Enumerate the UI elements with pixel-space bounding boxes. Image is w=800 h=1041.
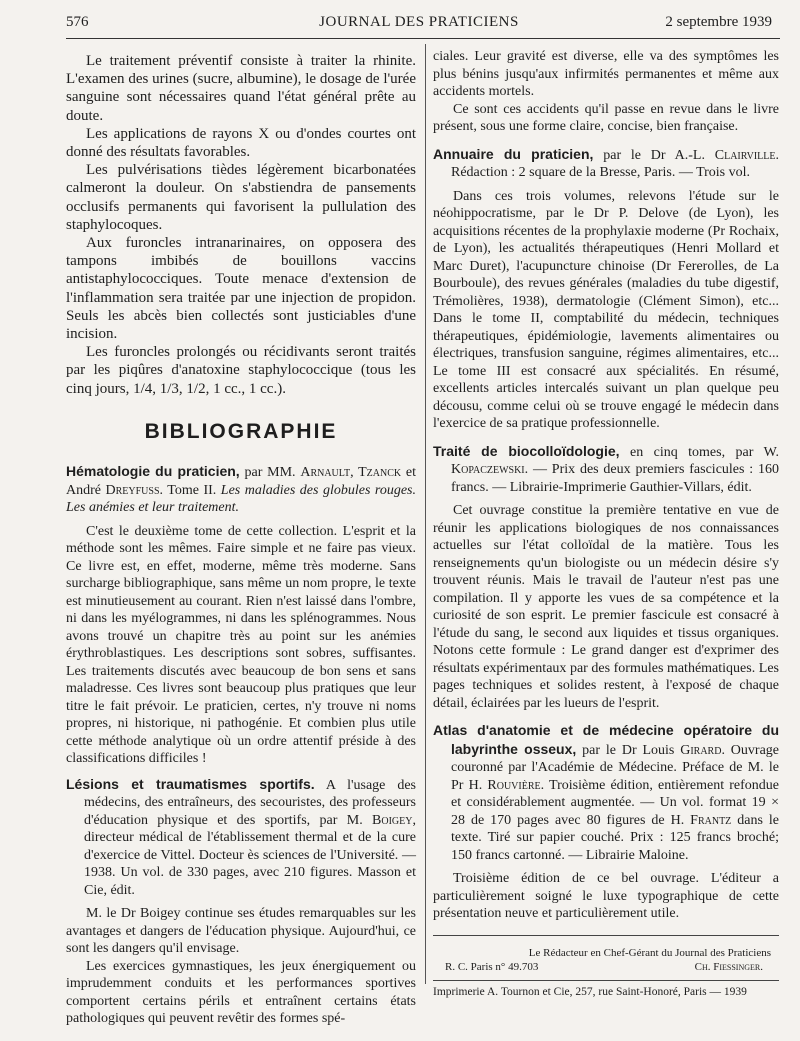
page-number: 576 <box>66 14 89 30</box>
page-header <box>66 14 772 36</box>
book-title: Traité de biocolloïdologie, <box>433 442 620 459</box>
review-body: Les exercices gymnastiques, les jeux énergiquement ou imprudemment conduits et les performances sportives comportent certains périls et entraînent certains états pathologiques qui peuvent revêtir des formes spé- <box>66 958 416 1027</box>
issue-date: 2 septembre 1939 <box>665 14 772 30</box>
book-title: Lésions et traumatismes sportifs. <box>66 775 315 792</box>
divider <box>433 935 779 936</box>
book-subtitle: Les maladies des globules rouges. Les anémies et leur traitement. <box>66 482 416 516</box>
author-name: Dreyfuss <box>105 482 160 498</box>
review-body: Cet ouvrage constitue la première tentative en vue de réunir les applications biologiques de nos connaissances actuelles sur l'état colloïdal de la matière. Tous les renseignements qu'un biologiste ou un médecin désire s'y trouvent réunis. Mais le travail de l'auteur n'est pas une compilation. Il y apporte les vues de sa compétence et la curiosité de son esprit. Le premier fascicule est consacré à l'étude du sang, le second aux liquides et tissus organiques. Notons cette formule : Le grand danger est d'exprimer des résultats expérimentaux par des formules mathématiques. Les pages techniques et solides restent, à l'exposé de chaque détail, éclairées par les lueurs de l'esprit. <box>433 503 779 711</box>
review-body: M. le Dr Boigey continue ses études remarquables sur les avantages et dangers de l'éducation physique. Aujourd'hui, ce sont les dangers qu'il envisage. <box>66 906 416 957</box>
paragraph: Aux furoncles intranarinaires, on opposera des tampons imbibés de bouillons vaccins antistaphylococciques. Toute menace d'extension de l'inflammation sera traitée par une injection de propidon. Seuls les abcès bien collectés sont justiciables d'une incision. <box>66 235 416 343</box>
gerant-name: Ch. Fiessinger. <box>694 960 763 973</box>
author-name: Frantz <box>690 812 732 828</box>
paragraph: Les applications de rayons X ou d'ondes courtes ont donné des résultats favorables. <box>66 125 416 161</box>
registre-commerce: R. C. Paris n° 49.703 <box>445 960 539 973</box>
review-body: Dans ces trois volumes, relevons l'étude sur le néohippocratisme, par le Dr P. Delove (de Lyon), les acquisitions récentes de la prophylaxie moderne (Pr Rochaix, de Lyon), les actualités thérapeutiques (Henri Mollard et Marc Duret), l'acupuncture chinoise (Dr Fererolles, de La Bourboule), des revues générales (maladies du tube digestif, Trémolières, 1938), dermatologie (Clément Simon), etc... Dans le tome II, comptabilité du médecin, techniques thérapeutiques, épidémiologie, lavements alimentaires ou électriques, transfusion sanguine, régimes alimentaires, etc... Le tome III est consacré aux spécialités. En résumé, excellents articles intercalés suivant un plan quelque peu décousu, comme celui où se trouve engagé le médecin dans l'exercice de sa pratique professionnelle. <box>433 188 779 431</box>
journal-title: JOURNAL DES PRATICIENS <box>319 14 519 30</box>
left-column <box>66 52 416 1028</box>
gerant-block <box>433 935 779 999</box>
header-rule <box>66 38 780 39</box>
review-hematologie <box>66 463 416 768</box>
author-name: Boigey <box>372 812 413 828</box>
book-title: Atlas d'anatomie et de médecine opératoire du labyrinthe osseux, <box>433 722 779 757</box>
column-divider <box>425 44 426 984</box>
paragraph: Ce sont ces accidents qu'il passe en revue dans le livre présent, sous une forme claire, concise, bien française. <box>433 101 779 134</box>
book-title: Annuaire du praticien, <box>433 145 594 162</box>
gerant-title: Le Rédacteur en Chef-Gérant du Journal des Praticiens <box>528 946 771 959</box>
bibliographie-heading: BIBLIOGRAPHIE <box>144 419 338 443</box>
review-annuaire <box>433 146 779 433</box>
paragraph: Les furoncles prolongés ou récidivants seront traités par les piqûres d'anatoxine staphylococcique (tous les cinq jours, 1/4, 1/3, 1/2, 1 cc., 1 cc.). <box>66 344 416 397</box>
review-body: C'est le deuxième tome de cette collection. L'esprit et la méthode sont les mêmes. Faire simple et ne faire pas vieux. Ce livre est, en effet, moderne, même très moderne. Sans surcharge bibliographique, sans même un nom propre, le texte est minutieusement au courant. Rien n'est laissé dans l'ombre, ni dans les myélogrammes, ni dans les splénogrammes. Nous avons trouvé un chapitre très au point sur les anémies érythroblastiques. Les descriptions sont sobres, suffisantes. Les traitements discutés avec beaucoup de bon sens et sans maladresse. Ces livres sont beaucoup plus pratiques que leur titre le fait prévoir. Le praticien, certes, n'y trouve ni noms propres, ni historique, ni pathogénie. Et combien plus utile cette méthode analytique où un ordre attentif préside à des classifications difficiles ! <box>66 523 416 767</box>
review-body: Troisième édition de ce bel ouvrage. L'éditeur a particulièrement soigné le luxe typographique de cette présentation neuve et particulièrement utile. <box>433 871 779 921</box>
author-name: Clairville <box>714 147 776 163</box>
author-name: Rouvière <box>487 777 541 793</box>
review-citation: Annuaire du praticien, par le Dr A.-L. Clairville. Rédaction : 2 square de la Bresse, Paris. — Trois vol. <box>433 145 779 180</box>
author-name: Arnault, Tzanck <box>300 465 402 481</box>
review-citation: Hématologie du praticien, par MM. Arnault, Tzanck et André Dreyfuss. Tome II. Les maladies des globules rouges. Les anémies et leur traitement. <box>66 463 416 516</box>
gerant-line <box>433 960 779 974</box>
review-atlas <box>433 722 779 923</box>
author-name: Girard <box>680 742 722 758</box>
book-title: Hématologie du praticien, <box>66 463 240 480</box>
review-citation: Atlas d'anatomie et de médecine opératoire du labyrinthe osseux, par le Dr Louis Girard. Ouvrage couronné par l'Académie de Médecine. Préface de M. le Pr H. Rouvière. Troisième édition, entièrement refondue et considérablement augmentée. — Un vol. format 19 × 28 de 170 pages avec 80 figures de H. Frantz dans le texte. Tiré sur papier couché. Prix : 125 francs broché; 150 francs cartonné. — Librairie Maloine. <box>433 722 780 863</box>
review-citation: Traité de biocolloïdologie, en cinq tomes, par W. Kopaczewski. — Prix des deux premiers fascicules : 160 francs. — Librairie-Imprimerie Gauthier-Villars, édit. <box>433 442 780 495</box>
right-column <box>433 48 779 999</box>
paragraph: Les pulvérisations tièdes légèrement bicarbonatées calmeront la douleur. On s'abstiendra de pansements occlusifs permanents qui favorisent la pullulation des staphylocoques. <box>66 162 416 233</box>
review-traite <box>433 443 779 713</box>
paragraph: Le traitement préventif consiste à traiter la rhinite. L'examen des urines (sucre, albumine), le dosage de l'urée sanguine sont nécessaires quand l'état général prête au doute. <box>66 53 416 124</box>
imprimerie-line: Imprimerie A. Tournon et Cie, 257, rue Saint-Honoré, Paris — 1939 <box>433 980 779 999</box>
author-name: Kopaczewski <box>451 462 525 477</box>
review-lesions <box>66 776 416 1028</box>
review-citation: Lésions et traumatismes sportifs. A l'usage des médecins, des entraîneurs, des secouristes, des professeurs d'éducation physique et des sportifs, par M. Boigey, directeur médical de l'établissement thermal et de la cure d'exercice de Vittel. Docteur ès sciences de l'Université. — 1938. Un vol. de 330 pages, avec 210 figures. Masson et Cie, édit. <box>66 775 417 898</box>
paragraph: ciales. Leur gravité est diverse, elle va des symptômes les plus bénins jusqu'aux infirmités permanentes et même aux accidents mortels. <box>433 49 779 99</box>
